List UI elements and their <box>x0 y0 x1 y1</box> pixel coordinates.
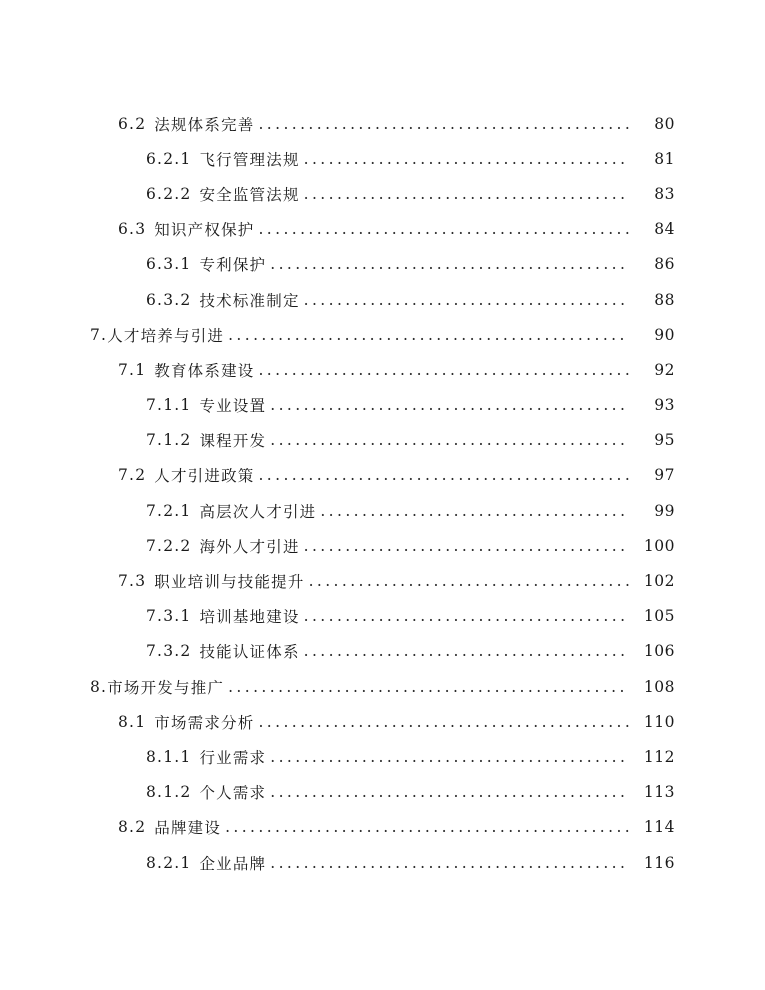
toc-entry[interactable] <box>0 388 765 423</box>
toc-entry[interactable] <box>0 176 765 211</box>
toc-dot-leader <box>258 115 629 133</box>
toc-entry-title: 课程开发 <box>199 432 267 451</box>
toc-entry[interactable] <box>0 423 765 458</box>
toc-entry-number: 7.2.2 <box>146 536 192 555</box>
toc-entry-page-number: 106 <box>643 642 675 661</box>
toc-entry-number: 7.1.2 <box>146 431 192 450</box>
toc-entry-number: 8.2 <box>118 818 147 837</box>
toc-entry-title: 行业需求 <box>199 748 267 767</box>
toc-entry-number: 6.2 <box>118 114 147 133</box>
toc-dot-leader <box>270 396 629 414</box>
toc-entry-title: 人才培养与引进 <box>107 326 225 345</box>
table-of-contents <box>0 106 765 880</box>
toc-entry-title: 海外人才引进 <box>199 537 300 556</box>
toc-entry[interactable] <box>0 845 765 880</box>
toc-entry-page-number: 100 <box>643 536 675 555</box>
toc-entry-page-number: 95 <box>654 431 675 450</box>
toc-entry-page-number: 80 <box>654 114 675 133</box>
toc-entry-page-number: 114 <box>643 818 675 837</box>
toc-entry-number: 7.3.2 <box>146 642 192 661</box>
toc-entry-title: 人才引进政策 <box>154 467 255 486</box>
toc-entry-number: 6.2.2 <box>146 184 192 203</box>
toc-entry[interactable] <box>0 141 765 176</box>
toc-entry-page-number: 90 <box>654 325 675 344</box>
toc-entry-number: 7.2 <box>118 466 147 485</box>
toc-entry-page-number: 112 <box>643 747 675 766</box>
toc-entry-number: 7.2.1 <box>146 501 192 520</box>
toc-dot-leader <box>320 502 629 520</box>
toc-entry[interactable] <box>0 493 765 528</box>
toc-entry-number: 8.1 <box>118 712 147 731</box>
toc-entry-title: 品牌建设 <box>154 819 222 838</box>
toc-dot-leader <box>225 818 629 836</box>
toc-entry-title: 专业设置 <box>199 397 267 416</box>
toc-entry[interactable] <box>0 352 765 387</box>
toc-entry[interactable] <box>0 810 765 845</box>
toc-dot-leader <box>270 854 629 872</box>
toc-dot-leader <box>270 783 629 801</box>
toc-entry-page-number: 81 <box>654 149 675 168</box>
toc-entry[interactable] <box>0 563 765 598</box>
toc-entry-page-number: 83 <box>654 184 675 203</box>
toc-dot-leader <box>270 748 629 766</box>
toc-entry-number: 7.1.1 <box>146 396 192 415</box>
toc-entry-number: 7.1 <box>118 360 147 379</box>
toc-entry-title: 教育体系建设 <box>154 361 255 380</box>
toc-entry-title: 职业培训与技能提升 <box>154 573 305 592</box>
toc-entry-page-number: 99 <box>654 501 675 520</box>
toc-entry-number: 8.1.2 <box>146 783 192 802</box>
toc-entry[interactable] <box>0 599 765 634</box>
toc-entry-number: 6.3 <box>118 220 147 239</box>
toc-entry-title: 知识产权保护 <box>154 221 255 240</box>
toc-entry-title: 飞行管理法规 <box>199 150 300 169</box>
toc-entry-page-number: 88 <box>654 290 675 309</box>
toc-entry[interactable] <box>0 317 765 352</box>
toc-entry[interactable] <box>0 775 765 810</box>
toc-entry-page-number: 97 <box>654 466 675 485</box>
toc-entry-number: 7.3.1 <box>146 607 192 626</box>
toc-dot-leader <box>304 185 629 203</box>
toc-entry-page-number: 116 <box>643 853 675 872</box>
toc-dot-leader <box>228 326 629 344</box>
toc-entry[interactable] <box>0 106 765 141</box>
toc-dot-leader <box>270 431 629 449</box>
toc-entry-title: 专利保护 <box>199 256 267 275</box>
toc-entry-number: 6.3.2 <box>146 290 192 309</box>
toc-entry[interactable] <box>0 528 765 563</box>
toc-entry-number: 8.1.1 <box>146 747 192 766</box>
toc-dot-leader <box>304 537 629 555</box>
toc-entry[interactable] <box>0 247 765 282</box>
toc-entry-title: 法规体系完善 <box>154 115 255 134</box>
toc-entry-title: 安全监管法规 <box>199 185 300 204</box>
toc-entry-page-number: 84 <box>654 220 675 239</box>
toc-entry-number: 6.3.1 <box>146 255 192 274</box>
toc-dot-leader <box>304 291 629 309</box>
toc-entry[interactable] <box>0 282 765 317</box>
toc-entry-title: 市场需求分析 <box>154 713 255 732</box>
toc-entry-page-number: 105 <box>643 607 675 626</box>
toc-dot-leader <box>258 713 629 731</box>
toc-dot-leader <box>304 607 629 625</box>
toc-entry[interactable] <box>0 458 765 493</box>
toc-entry-title: 高层次人才引进 <box>199 502 317 521</box>
toc-entry-page-number: 108 <box>643 677 675 696</box>
toc-dot-leader <box>309 572 629 590</box>
toc-entry-page-number: 113 <box>643 783 675 802</box>
toc-entry-title: 培训基地建设 <box>199 608 300 627</box>
toc-entry-number: 7. <box>90 325 108 344</box>
toc-entry-number: 8.2.1 <box>146 853 192 872</box>
toc-entry[interactable] <box>0 212 765 247</box>
toc-entry-number: 6.2.1 <box>146 149 192 168</box>
toc-entry-title: 市场开发与推广 <box>107 678 225 697</box>
toc-entry[interactable] <box>0 739 765 774</box>
toc-entry[interactable] <box>0 669 765 704</box>
toc-dot-leader <box>258 361 629 379</box>
toc-dot-leader <box>228 678 629 696</box>
toc-dot-leader <box>258 466 629 484</box>
toc-entry-page-number: 93 <box>654 396 675 415</box>
toc-entry-page-number: 92 <box>654 360 675 379</box>
toc-entry-page-number: 110 <box>643 712 675 731</box>
toc-entry-number: 8. <box>90 677 108 696</box>
toc-entry[interactable] <box>0 634 765 669</box>
toc-dot-leader <box>258 220 629 238</box>
toc-dot-leader <box>270 255 629 273</box>
toc-entry[interactable] <box>0 704 765 739</box>
toc-entry-number: 7.3 <box>118 572 147 591</box>
toc-entry-title: 技术标准制定 <box>199 291 300 310</box>
toc-entry-title: 企业品牌 <box>199 854 267 873</box>
toc-entry-title: 个人需求 <box>199 784 267 803</box>
toc-entry-page-number: 86 <box>654 255 675 274</box>
toc-entry-page-number: 102 <box>643 572 675 591</box>
toc-entry-title: 技能认证体系 <box>199 643 300 662</box>
toc-dot-leader <box>304 150 629 168</box>
toc-dot-leader <box>304 642 629 660</box>
